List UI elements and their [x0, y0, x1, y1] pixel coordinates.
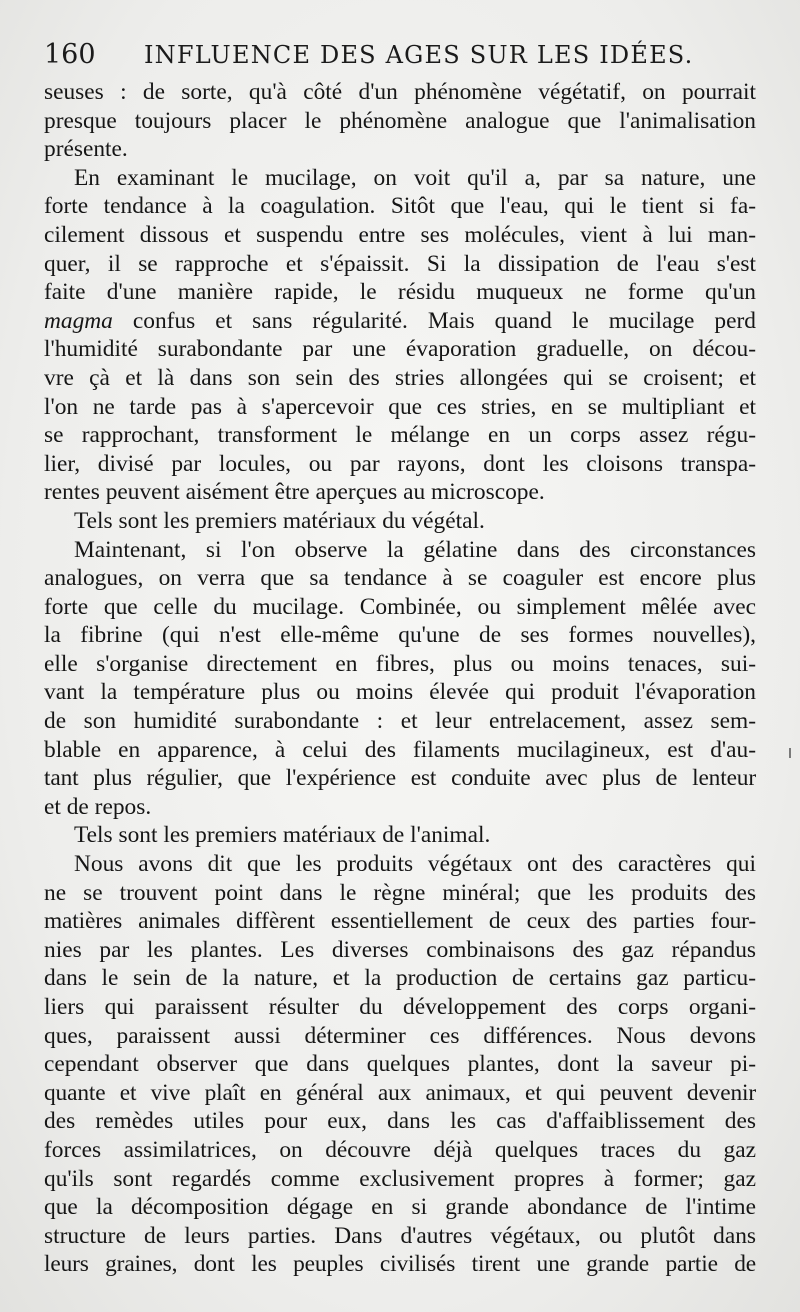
text-line: qu'ils sont regardés comme exclusivement propres à former; gaz [44, 1165, 756, 1192]
text-line: forte tendance à la coagulation. Sitôt que l'eau, qui le tient si fa- [44, 193, 756, 220]
text-line: blable en apparence, à celui des filaments mucilagineux, est d'au- [44, 736, 756, 763]
paragraph-first-line: Nous avons dit que les produits végétaux ont des caractères qui [74, 851, 756, 878]
italic-term: magma [44, 307, 113, 334]
running-head: INFLUENCE DES AGES SUR LES IDÉES. [144, 41, 694, 69]
text-line: elle s'organise directement en fibres, plus ou moins tenaces, sui- [44, 650, 756, 677]
text-line: dans le sein de la nature, et la production de certains gaz particu- [44, 965, 756, 992]
body-text [44, 78, 756, 1279]
text-line: leurs graines, dont les peuples civilisés tirent une grande partie de [44, 1251, 756, 1278]
text-line: liers qui paraissent résulter du développement des corps organi- [44, 994, 756, 1020]
margin-mark [789, 748, 791, 758]
text-line: la fibrine (qui n'est elle-même qu'une de ses formes nouvelles), [44, 622, 756, 649]
text-line: des remèdes utiles pour eux, dans les cas d'affaiblissement des [44, 1108, 756, 1135]
paragraph-first-line: En examinant le mucilage, on voit qu'il a, par sa nature, une [74, 164, 756, 191]
paragraph-first-line: Maintenant, si l'on observe la gélatine dans des circonstances [74, 536, 756, 563]
paragraph-first-line: Tels sont les premiers matériaux du végétal. [74, 507, 485, 534]
text-line: tant plus régulier, que l'expérience est conduite avec plus de lenteur [44, 765, 756, 792]
text-line [44, 307, 756, 336]
text-line: faite d'une manière rapide, le résidu muqueux ne forme qu'un [44, 279, 756, 306]
text-line: de son humidité surabondante : et leur entrelacement, assez sem- [44, 708, 756, 735]
text-line: forces assimilatrices, on découvre déjà quelques traces du gaz [44, 1136, 756, 1163]
text-line: structure de leurs parties. Dans d'autres végétaux, ou plutôt dans [44, 1222, 756, 1249]
page-header [44, 38, 764, 72]
paragraph-first-line: Tels sont les premiers matériaux de l'animal. [74, 822, 491, 849]
text-line: l'on ne tarde pas à s'apercevoir que ces stries, en se multipliant et [44, 393, 756, 420]
text-line: que la décomposition dégage en si grande abondance de l'intime [44, 1194, 756, 1221]
text-line: lier, divisé par locules, ou par rayons, dont les cloisons transpa- [44, 450, 756, 477]
text-line: cependant observer que dans quelques plantes, dont la saveur pi- [44, 1051, 756, 1078]
text-line: nies par les plantes. Les diverses combinaisons des gaz répandus [44, 936, 756, 963]
text-line: seuses : de sorte, qu'à côté d'un phénomène végétatif, on pourrait [44, 79, 756, 105]
text-line: quer, il se rapproche et s'épaissit. Si la dissipation de l'eau s'est [44, 250, 756, 277]
text-line: quante et vive plaît en général aux animaux, et qui peuvent devenir [44, 1079, 756, 1106]
text-line: presque toujours placer le phénomène analogue que l'animalisation [44, 107, 756, 134]
text-line: et de repos. [44, 793, 152, 820]
text-line: se rapprochant, transforment le mélange en un corps assez régu- [44, 422, 756, 449]
text-line-rest: confus et sans régularité. Mais quand le mucilage perd [112, 307, 756, 334]
text-line: rentes peuvent aisément être aperçues au microscope. [44, 479, 545, 506]
text-line: cilement dissous et suspendu entre ses molécules, vient à lui man- [44, 221, 756, 248]
text-line: présente. [44, 136, 128, 163]
text-line: ques, paraissent aussi déterminer ces différences. Nous devons [44, 1022, 756, 1049]
page-number: 160 [44, 39, 96, 70]
text-line: ne se trouvent point dans le règne minéral; que les produits des [44, 879, 756, 906]
text-line: analogues, on verra que sa tendance à se coaguler est encore plus [44, 565, 756, 592]
text-line: matières animales diffèrent essentiellement de ceux des parties four- [44, 908, 756, 935]
text-line: vant la température plus ou moins élevée qui produit l'évaporation [44, 679, 756, 706]
text-line: l'humidité surabondante par une évaporation graduelle, on décou- [44, 336, 756, 363]
text-line: vre çà et là dans son sein des stries allongées qui se croisent; et [44, 364, 756, 391]
text-line: forte que celle du mucilage. Combinée, ou simplement mêlée avec [44, 593, 756, 620]
